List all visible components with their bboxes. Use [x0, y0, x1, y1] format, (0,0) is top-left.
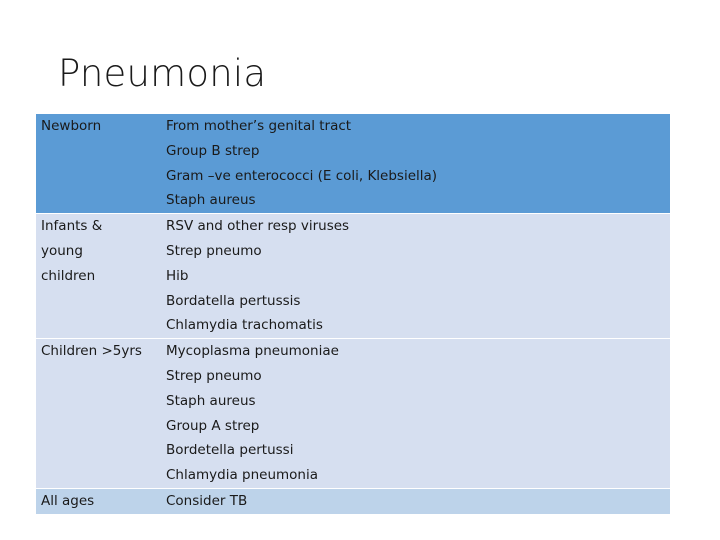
agent-item: Bordetella pertussi — [166, 442, 294, 459]
slide-title: Pneumonia — [58, 52, 267, 95]
age-group-cell — [36, 339, 160, 489]
age-group-label: children — [41, 267, 96, 284]
agent-item: RSV and other resp viruses — [166, 218, 350, 235]
table-row-children — [36, 339, 670, 489]
agent-item: Group B strep — [166, 142, 260, 159]
agent-item: Hib — [166, 267, 189, 284]
table-row-newborn — [36, 114, 670, 214]
agent-item: Gram –ve enterococci (E coli, Klebsiella) — [166, 167, 438, 184]
agent-item: Group A strep — [166, 417, 260, 434]
age-group-label: All ages — [41, 492, 95, 509]
age-group-cell — [36, 488, 160, 513]
age-group-cell — [36, 114, 160, 214]
age-group-label: Infants & — [41, 218, 103, 235]
agents-cell — [160, 488, 670, 513]
table-row-infants — [36, 214, 670, 339]
agent-item: From mother’s genital tract — [166, 118, 352, 134]
pneumonia-table — [36, 114, 670, 514]
age-group-label: Children >5yrs — [41, 343, 142, 360]
agent-item: Bordatella pertussis — [166, 292, 301, 309]
agent-item: Staph aureus — [166, 192, 256, 209]
agent-item: Consider TB — [166, 492, 248, 509]
agent-item: Chlamydia pneumonia — [166, 467, 319, 484]
agent-item: Strep pneumo — [166, 367, 262, 384]
age-group-label: Newborn — [41, 118, 102, 134]
agents-cell — [160, 214, 670, 339]
agents-cell — [160, 114, 670, 214]
age-group-label: young — [41, 242, 83, 259]
agent-item: Staph aureus — [166, 392, 256, 409]
agent-item: Chlamydia trachomatis — [166, 317, 323, 334]
age-group-cell — [36, 214, 160, 339]
agent-item: Strep pneumo — [166, 242, 262, 259]
agents-cell — [160, 339, 670, 489]
table-row-all-ages — [36, 488, 670, 513]
agent-item: Mycoplasma pneumoniae — [166, 343, 339, 360]
